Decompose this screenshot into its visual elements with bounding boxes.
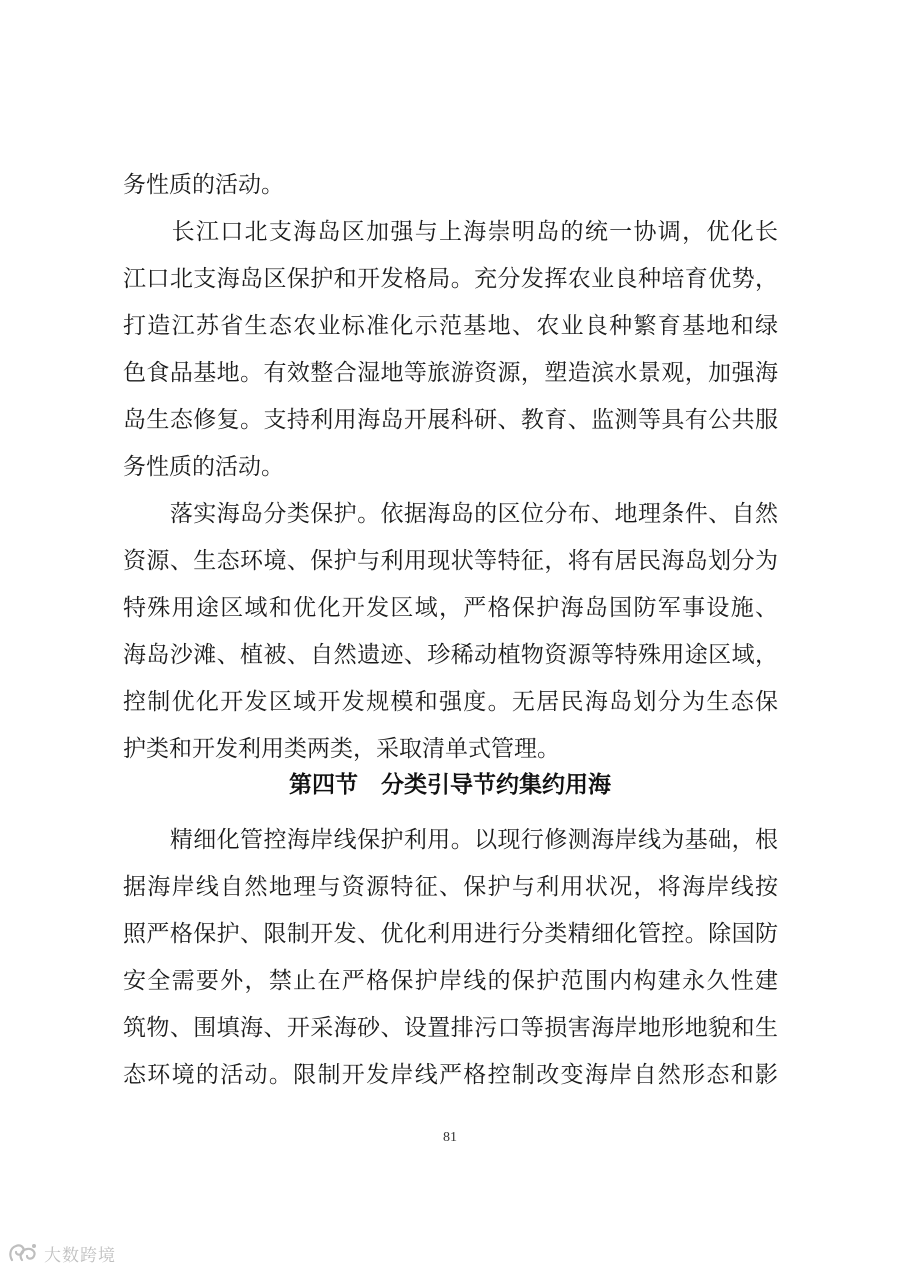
text-line: 特殊用途区域和优化开发区域，严格保护海岛国防军事设施、: [123, 595, 778, 621]
text-line: 打造江苏省生态农业标准化示范基地、农业良种繁育基地和绿: [123, 313, 778, 339]
watermark: [8, 1240, 116, 1266]
text-line: 安全需要外，禁止在严格保护岸线的保护范围内构建永久性建: [123, 968, 778, 994]
text-line: 江口北支海岛区保护和开发格局。充分发挥农业良种培育优势，: [123, 266, 778, 292]
text-line: 务性质的活动。: [123, 172, 284, 198]
text-line: 岛生态修复。支持利用海岛开展科研、教育、监测等具有公共服: [123, 407, 778, 433]
watermark-text: 大数跨境: [44, 1245, 116, 1266]
section-heading: 第四节 分类引导节约集约用海: [289, 772, 611, 798]
text-line: 据海岸线自然地理与资源特征、保护与利用状况，将海岸线按: [123, 874, 778, 900]
text-line: 控制优化开发区域开发规模和强度。无居民海岛划分为生态保: [123, 689, 778, 715]
text-line: 色食品基地。有效整合湿地等旅游资源，塑造滨水景观，加强海: [123, 360, 778, 386]
text-line: 务性质的活动。: [123, 454, 284, 480]
text-line: 落实海岛分类保护。依据海岛的区位分布、地理条件、自然: [123, 501, 778, 527]
page-number: 81: [443, 1130, 457, 1145]
text-line: 护类和开发利用类两类，采取清单式管理。: [123, 736, 560, 762]
text-line: 资源、生态环境、保护与利用现状等特征，将有居民海岛划分为: [123, 548, 778, 574]
text-line: 筑物、围填海、开采海砂、设置排污口等损害海岸地形地貌和生: [123, 1015, 778, 1041]
text-line: 照严格保护、限制开发、优化利用进行分类精细化管控。除国防: [123, 921, 778, 947]
text-line: 长江口北支海岛区加强与上海崇明岛的统一协调，优化长: [123, 219, 778, 245]
text-line: 态环境的活动。限制开发岸线严格控制改变海岸自然形态和影: [123, 1062, 778, 1088]
brand-logo-icon: [8, 1242, 38, 1264]
text-line: 海岛沙滩、植被、自然遗迹、珍稀动植物资源等特殊用途区域，: [123, 642, 778, 668]
text-line: 精细化管控海岸线保护利用。以现行修测海岸线为基础，根: [123, 827, 778, 853]
